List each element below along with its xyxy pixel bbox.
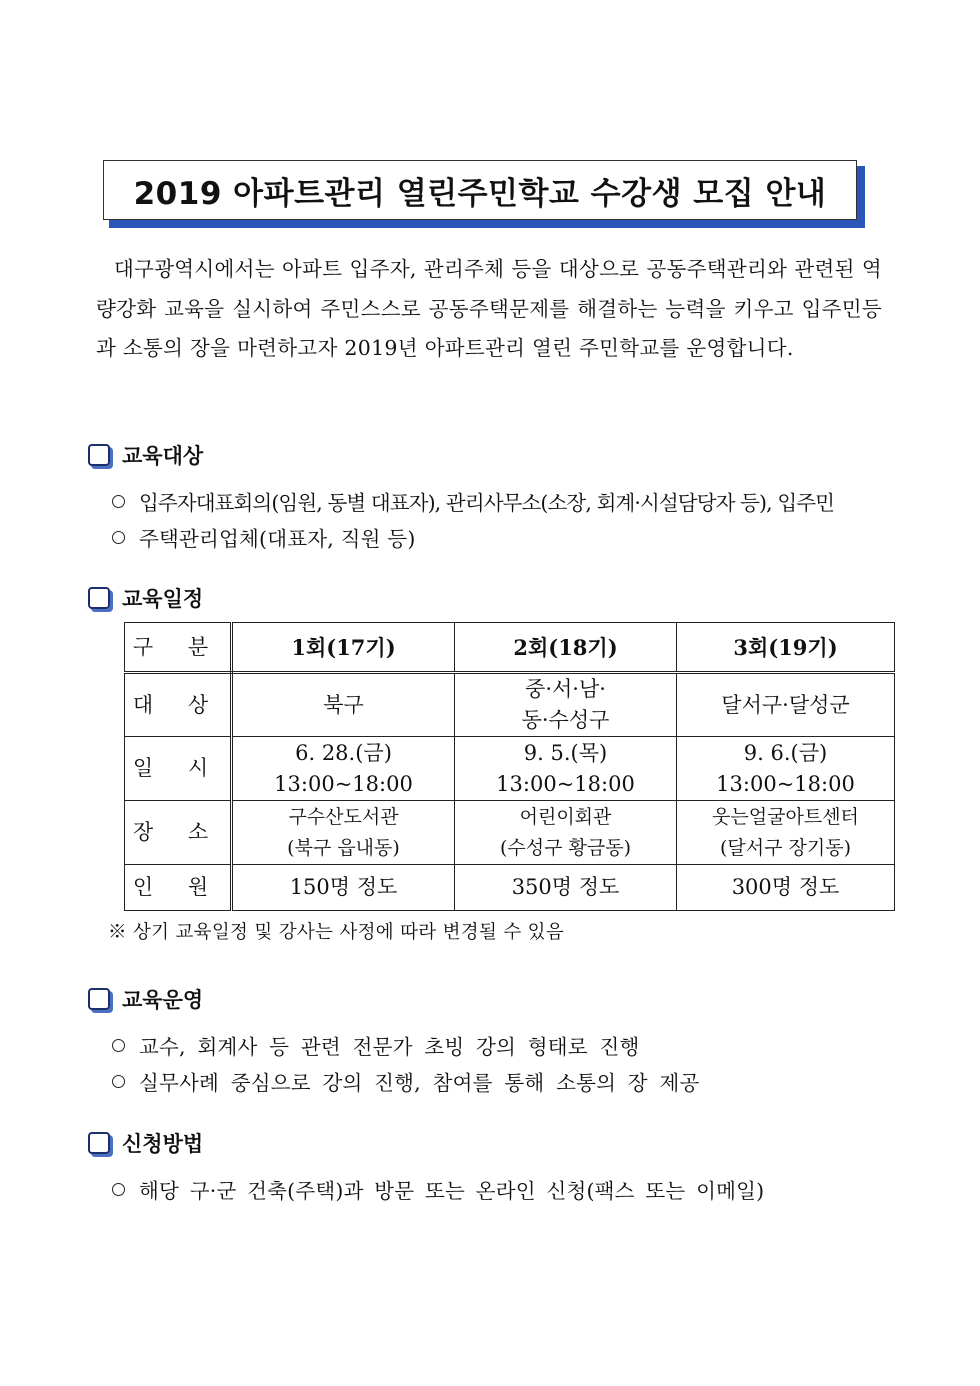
list-item-text: 실무사례 중심으로 강의 진행, 참여를 통해 소통의 장 제공: [139, 1071, 700, 1095]
row-label: 인 원: [125, 865, 232, 911]
cell-line: 9. 5.(목): [523, 740, 608, 765]
cell-line: 150명 정도: [289, 875, 398, 899]
table-cell: [232, 737, 455, 801]
table-cell: [455, 673, 677, 737]
table-cell: [232, 865, 455, 911]
table-cell: [677, 865, 895, 911]
circle-bullet-icon: [112, 531, 125, 544]
row-label: 일 시: [125, 737, 232, 801]
intro-paragraph: 대구광역시에서는 아파트 입주자, 관리주체 등을 대상으로 공동주택관리와 관련된 역량강화 교육을 실시하여 주민스스로 공동주택문제를 해결하는 능력을 키우고 입주민등과 소통의 장을 마련하고자 2019년 아파트관리 열린 주민학교를 운영합니다.: [96, 257, 882, 360]
table-header-cell: 구 분: [125, 623, 232, 673]
list-item-text: 해당 구·군 건축(주택)과 방문 또는 온라인 신청(팩스 또는 이메일): [139, 1179, 765, 1203]
cell-line: 13:00~18:00: [496, 771, 635, 796]
schedule-table: [124, 622, 895, 911]
table-header-cell: 2회(18기): [455, 623, 677, 673]
section-operation-heading: [88, 984, 203, 1014]
cell-line: 13:00~18:00: [274, 771, 413, 796]
cell-line: 6. 28.(금): [295, 740, 392, 765]
table-cell: [677, 737, 895, 801]
checkbox-icon: [88, 1132, 110, 1154]
cell-line: 달서구·달성군: [721, 692, 850, 717]
section-schedule-heading: [88, 583, 203, 613]
list-item: [112, 1030, 640, 1060]
title-box: [103, 160, 857, 220]
circle-bullet-icon: [112, 495, 125, 508]
schedule-note: ※ 상기 교육일정 및 강사는 사정에 따라 변경될 수 있음: [108, 922, 565, 943]
list-item-text: 입주자대표회의(임원, 동별 대표자), 관리사무소(소장, 회계·시설담당자 등), 입주민: [139, 491, 835, 515]
circle-bullet-icon: [112, 1075, 125, 1088]
title-shadow: [857, 166, 865, 228]
list-item: [112, 486, 834, 516]
table-row: [125, 801, 895, 865]
table-row: [125, 737, 895, 801]
section-apply-heading: [88, 1128, 203, 1158]
section-title: 신청방법: [122, 1132, 204, 1156]
cell-line: 13:00~18:00: [716, 771, 855, 796]
table-row: [125, 673, 895, 737]
title-banner: [103, 160, 863, 226]
list-item: [112, 1066, 700, 1096]
cell-line: 웃는얼굴아트센터: [712, 805, 859, 828]
cell-line: 동·수성구: [521, 708, 610, 732]
table-cell: [677, 673, 895, 737]
checkbox-icon: [88, 587, 110, 609]
table-cell: [455, 737, 677, 801]
list-item-text: 주택관리업체(대표자, 직원 등): [139, 527, 416, 551]
cell-line: (달서구 장기동): [720, 836, 851, 859]
cell-line: 중·서·남·: [525, 677, 606, 701]
table-cell: [455, 865, 677, 911]
table-header-cell: 1회(17기): [232, 623, 455, 673]
section-target-heading: [88, 440, 203, 470]
cell-line: 북구: [323, 692, 364, 717]
circle-bullet-icon: [112, 1183, 125, 1196]
table-cell: [455, 801, 677, 865]
table-header-cell: 3회(19기): [677, 623, 895, 673]
list-item-text: 교수, 회계사 등 관련 전문가 초빙 강의 형태로 진행: [139, 1035, 640, 1059]
circle-bullet-icon: [112, 1039, 125, 1052]
table-row: [125, 865, 895, 911]
list-item: [112, 1174, 764, 1204]
page-title: 2019 아파트관리 열린주민학교 수강생 모집 안내: [133, 175, 827, 212]
title-shadow: [109, 220, 865, 228]
table-header-row: [125, 623, 895, 673]
table-cell: [677, 801, 895, 865]
row-label: 장 소: [125, 801, 232, 865]
table-cell: [232, 801, 455, 865]
list-item: [112, 522, 416, 552]
table-cell: [232, 673, 455, 737]
cell-line: 9. 6.(금): [743, 740, 828, 765]
cell-line: 어린이회관: [519, 805, 612, 828]
cell-line: 350명 정도: [511, 875, 620, 899]
section-title: 교육대상: [122, 444, 204, 468]
row-label: 대 상: [125, 673, 232, 737]
cell-line: 구수산도서관: [288, 805, 399, 828]
checkbox-icon: [88, 988, 110, 1010]
section-title: 교육운영: [122, 988, 204, 1012]
cell-line: (수성구 황금동): [500, 836, 631, 859]
cell-line: 300명 정도: [731, 875, 840, 899]
checkbox-icon: [88, 444, 110, 466]
section-title: 교육일정: [122, 587, 204, 611]
cell-line: (북구 읍내동): [287, 836, 400, 859]
